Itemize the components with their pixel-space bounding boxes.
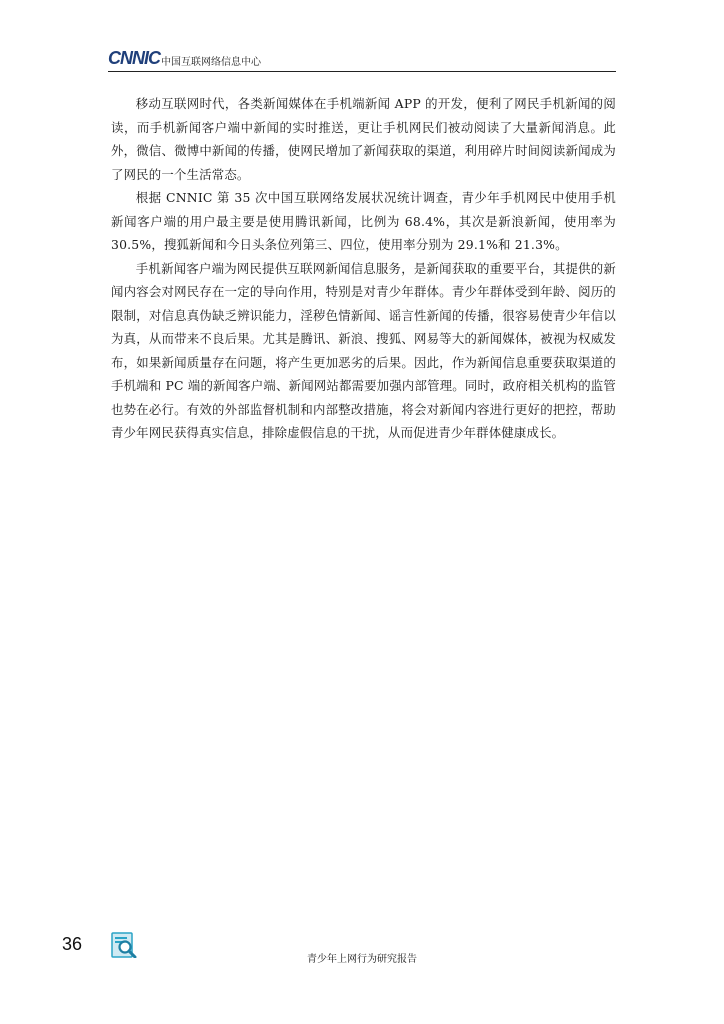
report-title: 青少年上网行为研究报告 [307, 954, 417, 965]
cnnic-logo: CNNIC [108, 48, 160, 68]
page-header [108, 44, 616, 72]
organization-name: 中国互联网络信息中心 [161, 57, 261, 68]
paragraph-1: 移动互联网时代，各类新闻媒体在手机端新闻 APP 的开发，便利了网民手机新闻的阅读，而手机新闻客户端中新闻的实时推送，更让手机网民们被动阅读了大量新闻消息。此外，微信、微博中新闻的传播，使网民增加了新闻获取的渠道，利用碎片时间阅读新闻成为了网民的一个生活常态。 [111, 96, 616, 182]
paragraph-2: 根据 CNNIC 第 35 次中国互联网络发展状况统计调查，青少年手机网民中使用手机新闻客户端的用户最主要是使用腾讯新闻，比例为 68.4%，其次是新浪新闻，使用率为 30.5%，搜狐新闻和今日头条位列第三、四位，使用率分别为 29.1%和 21.3%。 [111, 190, 616, 252]
header-divider [108, 71, 616, 72]
article-body [111, 92, 616, 445]
paragraph-3: 手机新闻客户端为网民提供互联网新闻信息服务，是新闻获取的重要平台，其提供的新闻内容会对网民存在一定的导向作用，特别是对青少年群体。青少年群体受到年龄、阅历的限制，对信息真伪缺乏辨识能力，淫秽色情新闻、谣言性新闻的传播，很容易使青少年信以为真，从而带来不良后果。尤其是腾讯、新浪、搜狐、网易等大的新闻媒体，被视为权威发布，如果新闻质量存在问题，将产生更加恶劣的后果。因此，作为新闻信息重要获取渠道的手机端和 PC 端的新闻客户端、新闻网站都需要加强内部管理。同时，政府相关机构的监管也势在必行。有效的外部监督机制和内部整改措施，将会对新闻内容进行更好的把控，帮助青少年网民获得真实信息，排除虚假信息的干扰，从而促进青少年群体健康成长。 [111, 260, 616, 440]
page-number: 36 [62, 934, 83, 954]
